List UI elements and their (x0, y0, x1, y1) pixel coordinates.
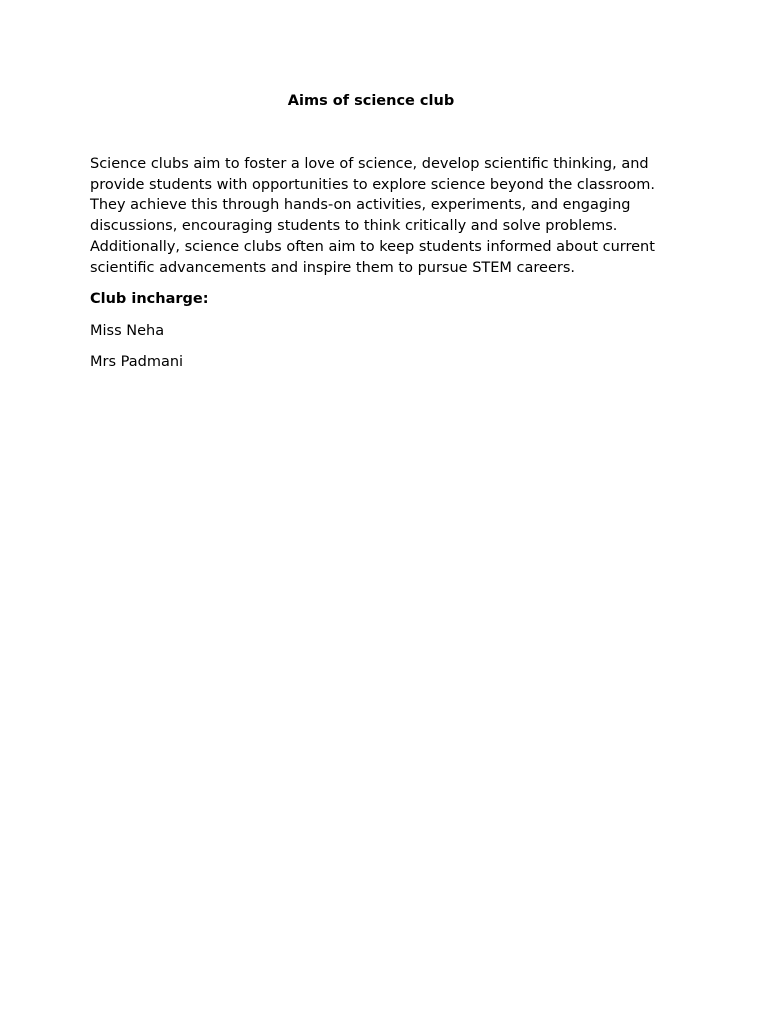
document-title: Aims of science club (287, 93, 455, 109)
paragraph-line: discussions, encouraging students to think critically and solve problems. (90, 218, 618, 235)
paragraph-line: Science clubs aim to foster a love of science, develop scientific thinking, and (90, 156, 649, 172)
club-incharge-heading: Club incharge: (90, 291, 209, 307)
paragraph-line: scientific advancements and inspire them to pursue STEM careers. (90, 259, 576, 276)
paragraph-line: They achieve this through hands-on activities, experiments, and engaging (90, 197, 631, 214)
incharge-name-padmani: Mrs Padmani (90, 354, 184, 370)
incharge-name-neha: Miss Neha (90, 323, 165, 339)
paragraph-line: provide students with opportunities to explore science beyond the classroom. (90, 176, 655, 193)
aims-paragraph (90, 154, 690, 278)
paragraph-line: Additionally, science clubs often aim to keep students informed about current (90, 238, 655, 255)
